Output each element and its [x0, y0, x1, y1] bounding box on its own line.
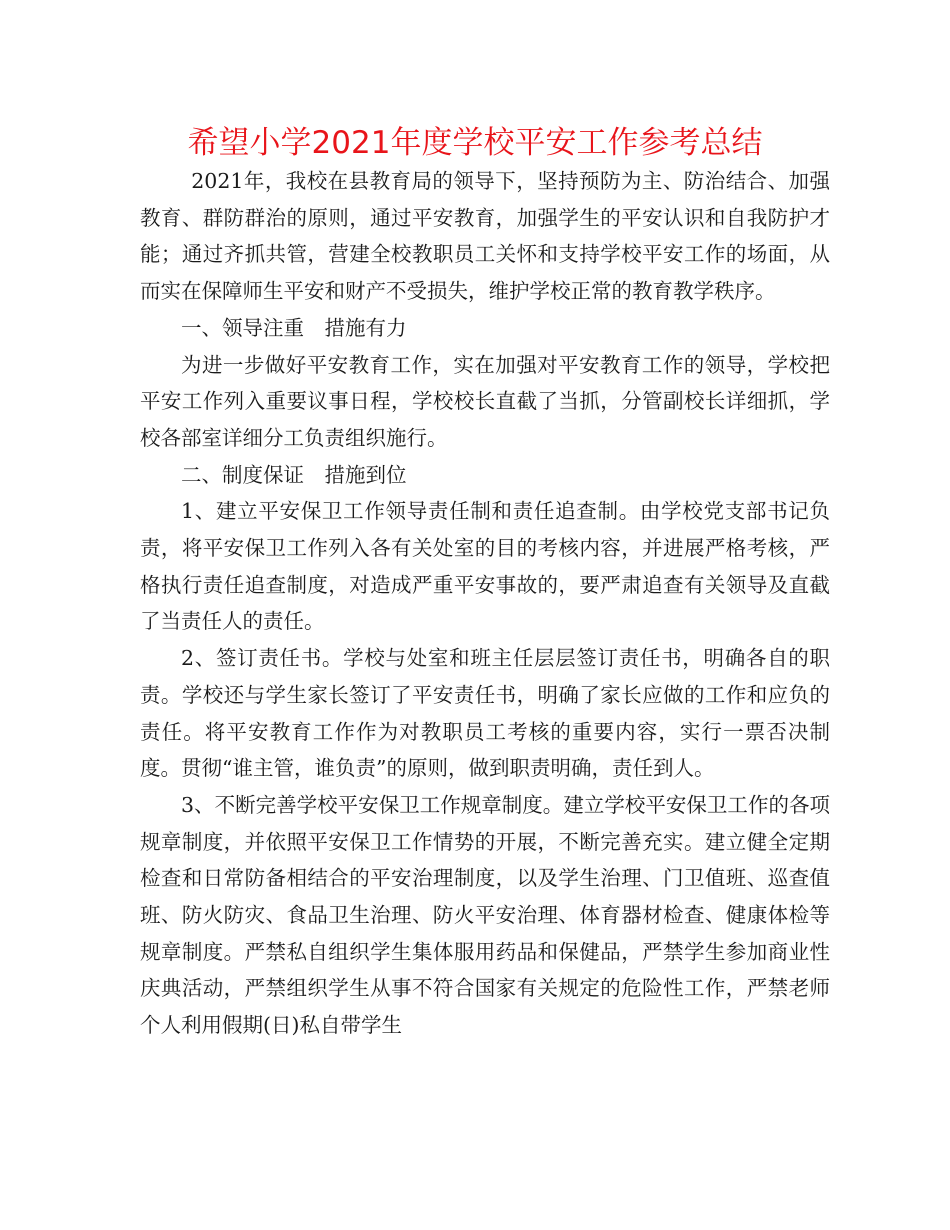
- section-heading-system: 二、制度保证 措施到位: [181, 462, 407, 487]
- document-body: [140, 163, 830, 1044]
- intro-paragraph: 2021年，我校在县教育局的领导下，坚持预防为主、防治结合、加强教育、群防群治的原则，通过平安教育，加强学生的平安认识和自我防护才能；通过齐抓共管，营建全校教职员工关怀和支持学校平安工作的场面，从而实在保障师生平安和财产不受损失，维护学校正常的教育教学秩序。: [140, 169, 830, 304]
- paragraph-item-3: 3、不断完善学校平安保卫工作规章制度。建立学校平安保卫工作的各项规章制度，并依照平安保卫工作情势的开展，不断完善充实。建立健全定期检查和日常防备相结合的平安治理制度，以及学生治理、门卫值班、巡查值班、防火防灾、食品卫生治理、防火平安治理、体育器材检查、健康体检等规章制度。严禁私自组织学生集体服用药品和保健品，严禁学生参加商业性庆典活动，严禁组织学生从事不符合国家有关规定的危险性工作，严禁老师个人利用假期(日)私自带学生: [140, 792, 830, 1038]
- section-heading-leadership: 一、领导注重 措施有力: [181, 315, 407, 340]
- paragraph-item-1: 1、建立平安保卫工作领导责任制和责任追查制。由学校党支部书记负责，将平安保卫工作列入各有关处室的目的考核内容，并进展严格考核，严格执行责任追查制度，对造成严重平安事故的，要严肃追查有关领导及直截了当责任人的责任。: [140, 499, 830, 634]
- paragraph-leadership: 为进一步做好平安教育工作，实在加强对平安教育工作的领导，学校把平安工作列入重要议事日程，学校校长直截了当抓，分管副校长详细抓，学校各部室详细分工负责组织施行。: [140, 352, 830, 450]
- paragraph-item-2: 2、签订责任书。学校与处室和班主任层层签订责任书，明确各自的职责。学校还与学生家长签订了平安责任书，明确了家长应做的工作和应负的责任。将平安教育工作作为对教职员工考核的重要内容，实行一票否决制度。贯彻“谁主管，谁负责”的原则，做到职责明确，责任到人。: [140, 646, 830, 781]
- document-title: 希望小学2021年度学校平安工作参考总结: [187, 125, 763, 161]
